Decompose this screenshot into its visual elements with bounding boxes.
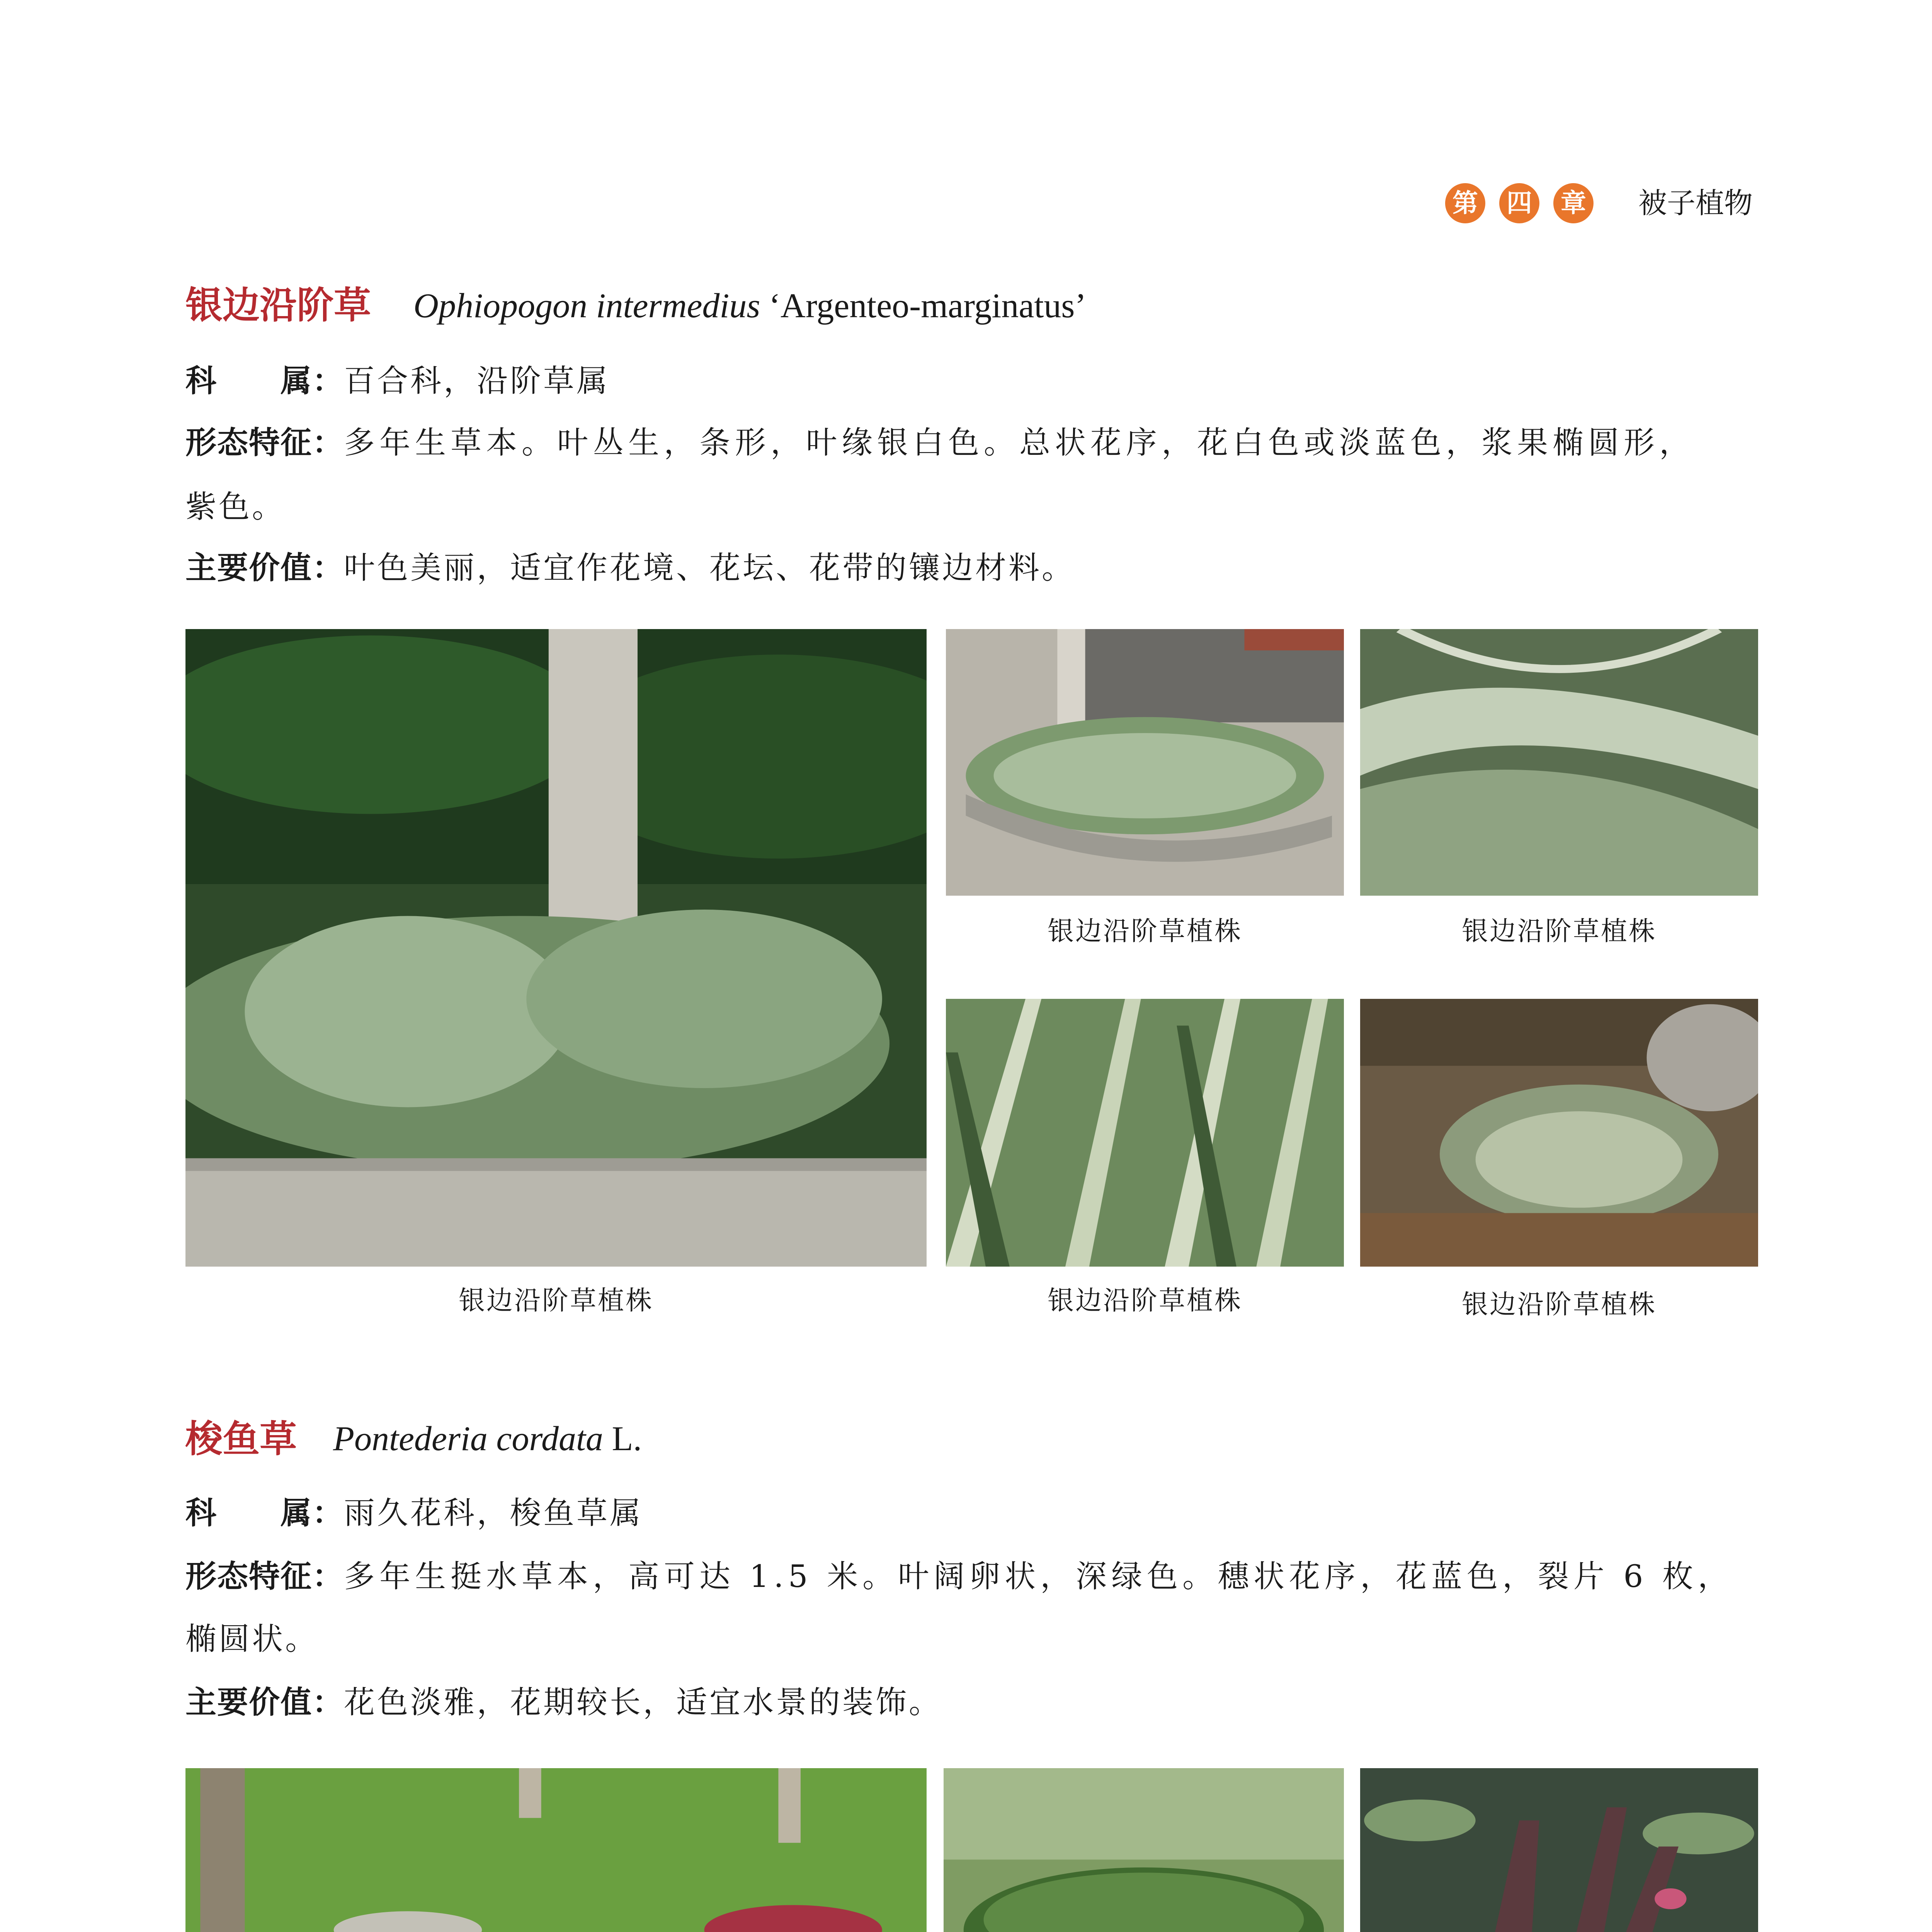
morphology-label: 形态特征： [185,425,344,461]
photo-caption: 银边沿阶草植株 [458,1286,653,1316]
photo-bottom-right [1360,999,1758,1267]
value-label: 主要价值： [185,550,344,586]
latin-cultivar: ‘Argenteo-marginatus’ [769,287,1087,325]
photo-top-middle [946,629,1344,896]
morphology-continuation: 紫色。 [185,489,285,525]
family-row [185,362,1754,400]
photo-top-middle [944,1768,1344,1932]
morphology-row [185,423,1754,462]
morphology-row [185,1557,1754,1596]
value-text: 叶色美丽，适宜作花境、花坛、花带的镶边材料。 [344,550,1075,586]
chapter-char-2: 四 [1499,183,1539,223]
value-row [185,1683,1754,1722]
latin-binomial: Pontederia cordata [333,1420,604,1458]
morphology-continuation: 椭圆状。 [185,1621,318,1657]
value-label: 主要价值： [185,1684,344,1720]
chapter-char-3: 章 [1553,183,1594,223]
latin-binomial: Ophiopogon intermedius [413,287,760,325]
photo-large [185,629,927,1267]
value-text: 花色淡雅，花期较长，适宜水景的装饰。 [344,1684,942,1720]
family-value: 百合科，沿阶草属 [344,363,610,399]
value-row [185,549,1754,587]
photo-caption: 银边沿阶草植株 [1047,1286,1242,1316]
chapter-char-1: 第 [1445,183,1485,223]
family-row [185,1494,1754,1532]
morphology-label: 形态特征： [185,1558,344,1594]
latin-author: L. [612,1420,642,1458]
photo-top-right [1360,1768,1758,1932]
photo-caption: 银边沿阶草植株 [1461,1289,1656,1320]
chapter-title: 被子植物 [1638,187,1753,220]
photo-bottom-middle [946,999,1344,1267]
morphology-text: 多年生草本。叶丛生，条形，叶缘银白色。总状花序，花白色或淡蓝色，浆果椭圆形， [344,425,1695,461]
photo-caption: 银边沿阶草植株 [1047,916,1242,947]
family-label: 科 属： [185,1495,344,1531]
species-name-latin [413,283,1086,329]
photo-top-right [1360,629,1758,896]
photo-caption: 银边沿阶草植株 [1461,916,1656,947]
morphology-text: 多年生挺水草本，高可达 1.5 米。叶阔卵状，深绿色。穗状花序，花蓝色，裂片 6 枚， [344,1558,1733,1594]
photo-large [185,1768,927,1932]
species-name-latin [333,1416,642,1462]
family-label: 科 属： [185,363,344,399]
species-name-cn: 银边沿阶草 [185,284,371,327]
species-name-cn: 梭鱼草 [185,1417,297,1461]
family-value: 雨久花科，梭鱼草属 [344,1495,643,1531]
